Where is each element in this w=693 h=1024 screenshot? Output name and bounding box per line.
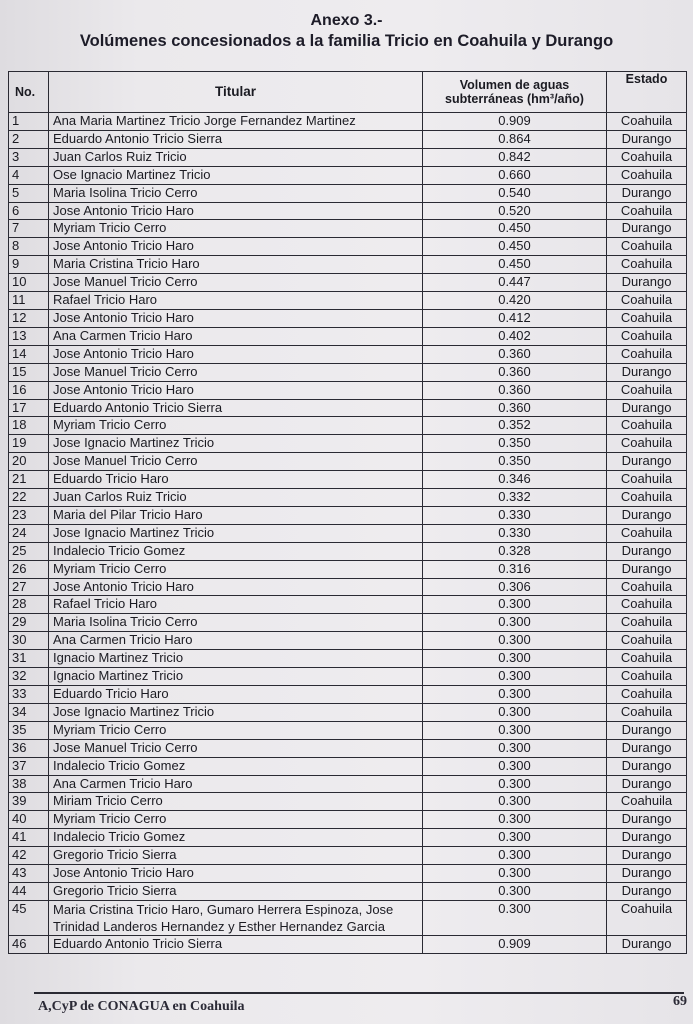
row-number: 44 xyxy=(9,882,49,900)
row-titular: Juan Carlos Ruiz Tricio xyxy=(49,148,423,166)
row-volumen: 0.520 xyxy=(423,202,607,220)
row-titular: Maria del Pilar Tricio Haro xyxy=(49,506,423,524)
row-titular: Maria Cristina Tricio Haro, Gumaro Herrera Espinoza, Jose Trinidad Landeros Hernandez y Esther Hernandez Garcia xyxy=(49,900,423,935)
row-estado: Durango xyxy=(607,274,687,292)
row-number: 36 xyxy=(9,739,49,757)
row-number: 39 xyxy=(9,793,49,811)
row-volumen: 0.300 xyxy=(423,739,607,757)
row-number: 22 xyxy=(9,489,49,507)
table-row xyxy=(9,614,687,632)
row-estado: Durango xyxy=(607,542,687,560)
row-estado: Coahuila xyxy=(607,292,687,310)
row-estado: Durango xyxy=(607,775,687,793)
row-estado: Coahuila xyxy=(607,238,687,256)
row-titular: Eduardo Antonio Tricio Sierra xyxy=(49,935,423,953)
row-estado: Coahuila xyxy=(607,668,687,686)
row-number: 5 xyxy=(9,184,49,202)
row-volumen: 0.300 xyxy=(423,703,607,721)
row-titular: Jose Antonio Tricio Haro xyxy=(49,578,423,596)
row-number: 32 xyxy=(9,668,49,686)
row-volumen: 0.864 xyxy=(423,130,607,148)
row-estado: Coahuila xyxy=(607,148,687,166)
row-estado: Durango xyxy=(607,757,687,775)
row-volumen: 0.300 xyxy=(423,721,607,739)
row-estado: Durango xyxy=(607,363,687,381)
row-titular: Ose Ignacio Martinez Tricio xyxy=(49,166,423,184)
table-header-row xyxy=(9,72,687,113)
row-number: 28 xyxy=(9,596,49,614)
row-number: 38 xyxy=(9,775,49,793)
row-number: 34 xyxy=(9,703,49,721)
row-volumen: 0.360 xyxy=(423,399,607,417)
row-number: 6 xyxy=(9,202,49,220)
table-row xyxy=(9,202,687,220)
table-row xyxy=(9,381,687,399)
row-estado: Durango xyxy=(607,506,687,524)
row-titular: Myriam Tricio Cerro xyxy=(49,721,423,739)
table-row xyxy=(9,166,687,184)
row-number: 45 xyxy=(9,900,49,935)
row-number: 37 xyxy=(9,757,49,775)
footer-text: A,CyP de CONAGUA en Coahuila xyxy=(38,999,245,1014)
row-number: 27 xyxy=(9,578,49,596)
table-row xyxy=(9,327,687,345)
row-volumen: 0.346 xyxy=(423,471,607,489)
row-estado: Coahuila xyxy=(607,417,687,435)
row-titular: Myriam Tricio Cerro xyxy=(49,417,423,435)
table-row xyxy=(9,345,687,363)
row-volumen: 0.306 xyxy=(423,578,607,596)
row-estado: Durango xyxy=(607,829,687,847)
table-row xyxy=(9,148,687,166)
row-number: 23 xyxy=(9,506,49,524)
row-number: 31 xyxy=(9,650,49,668)
table-row xyxy=(9,560,687,578)
table-row xyxy=(9,829,687,847)
row-titular: Ana Carmen Tricio Haro xyxy=(49,775,423,793)
row-estado: Coahuila xyxy=(607,686,687,704)
row-number: 10 xyxy=(9,274,49,292)
row-estado: Coahuila xyxy=(607,345,687,363)
row-volumen: 0.300 xyxy=(423,757,607,775)
row-volumen: 0.330 xyxy=(423,524,607,542)
row-titular: Indalecio Tricio Gomez xyxy=(49,542,423,560)
document-title: Volúmenes concesionados a la familia Tricio en Coahuila y Durango xyxy=(79,32,614,50)
row-volumen: 0.300 xyxy=(423,793,607,811)
row-number: 2 xyxy=(9,130,49,148)
row-estado: Coahuila xyxy=(607,309,687,327)
row-volumen: 0.450 xyxy=(423,256,607,274)
row-estado: Durango xyxy=(607,721,687,739)
table-row xyxy=(9,435,687,453)
row-volumen: 0.360 xyxy=(423,345,607,363)
table-row xyxy=(9,417,687,435)
header-estado: Estado xyxy=(607,72,687,113)
row-estado: Durango xyxy=(607,739,687,757)
row-estado: Durango xyxy=(607,220,687,238)
row-titular: Maria Isolina Tricio Cerro xyxy=(49,184,423,202)
row-number: 9 xyxy=(9,256,49,274)
table-row xyxy=(9,900,687,935)
row-number: 35 xyxy=(9,721,49,739)
row-titular: Eduardo Antonio Tricio Sierra xyxy=(49,399,423,417)
row-estado: Durango xyxy=(607,847,687,865)
row-number: 16 xyxy=(9,381,49,399)
row-volumen: 0.350 xyxy=(423,453,607,471)
table-row xyxy=(9,524,687,542)
row-estado: Coahuila xyxy=(607,489,687,507)
row-titular: Jose Manuel Tricio Cerro xyxy=(49,363,423,381)
row-titular: Maria Cristina Tricio Haro xyxy=(49,256,423,274)
row-titular: Jose Antonio Tricio Haro xyxy=(49,865,423,883)
row-estado: Coahuila xyxy=(607,166,687,184)
row-volumen: 0.360 xyxy=(423,363,607,381)
row-number: 15 xyxy=(9,363,49,381)
row-estado: Coahuila xyxy=(607,524,687,542)
row-estado: Coahuila xyxy=(607,793,687,811)
row-estado: Coahuila xyxy=(607,703,687,721)
annex-title: Anexo 3.- xyxy=(310,12,383,29)
row-titular: Juan Carlos Ruiz Tricio xyxy=(49,489,423,507)
row-titular: Jose Antonio Tricio Haro xyxy=(49,309,423,327)
row-volumen: 0.300 xyxy=(423,596,607,614)
table-row xyxy=(9,489,687,507)
row-volumen: 0.300 xyxy=(423,632,607,650)
row-number: 3 xyxy=(9,148,49,166)
row-estado: Coahuila xyxy=(607,614,687,632)
row-number: 26 xyxy=(9,560,49,578)
row-volumen: 0.402 xyxy=(423,327,607,345)
row-volumen: 0.350 xyxy=(423,435,607,453)
row-titular: Jose Manuel Tricio Cerro xyxy=(49,453,423,471)
row-titular: Rafael Tricio Haro xyxy=(49,596,423,614)
row-number: 43 xyxy=(9,865,49,883)
row-titular: Ana Carmen Tricio Haro xyxy=(49,327,423,345)
row-volumen: 0.360 xyxy=(423,381,607,399)
row-number: 1 xyxy=(9,113,49,131)
table-row xyxy=(9,865,687,883)
row-estado: Durango xyxy=(607,453,687,471)
row-estado: Coahuila xyxy=(607,202,687,220)
row-volumen: 0.450 xyxy=(423,220,607,238)
table-row xyxy=(9,238,687,256)
row-titular: Ignacio Martinez Tricio xyxy=(49,650,423,668)
row-volumen: 0.450 xyxy=(423,238,607,256)
row-titular: Jose Ignacio Martinez Tricio xyxy=(49,703,423,721)
header-titular: Titular xyxy=(49,72,423,113)
row-estado: Coahuila xyxy=(607,327,687,345)
row-volumen: 0.300 xyxy=(423,614,607,632)
table-row xyxy=(9,256,687,274)
row-titular: Gregorio Tricio Sierra xyxy=(49,847,423,865)
concessions-table xyxy=(8,71,687,954)
header-no: No. xyxy=(9,72,49,113)
table-row xyxy=(9,399,687,417)
row-titular: Ignacio Martinez Tricio xyxy=(49,668,423,686)
row-volumen: 0.300 xyxy=(423,865,607,883)
row-number: 8 xyxy=(9,238,49,256)
row-estado: Durango xyxy=(607,882,687,900)
table-row xyxy=(9,596,687,614)
row-estado: Coahuila xyxy=(607,596,687,614)
table-row xyxy=(9,363,687,381)
row-volumen: 0.909 xyxy=(423,113,607,131)
table-row xyxy=(9,292,687,310)
table-row xyxy=(9,739,687,757)
row-volumen: 0.300 xyxy=(423,882,607,900)
row-volumen: 0.328 xyxy=(423,542,607,560)
row-number: 14 xyxy=(9,345,49,363)
row-volumen: 0.447 xyxy=(423,274,607,292)
row-estado: Coahuila xyxy=(607,632,687,650)
row-titular: Eduardo Tricio Haro xyxy=(49,471,423,489)
table-row xyxy=(9,309,687,327)
table-row xyxy=(9,274,687,292)
row-estado: Coahuila xyxy=(607,650,687,668)
table-row xyxy=(9,686,687,704)
row-titular: Myriam Tricio Cerro xyxy=(49,220,423,238)
header-volumen: Volumen de aguas subterráneas (hm³/año) xyxy=(423,72,607,113)
table-row xyxy=(9,757,687,775)
row-titular: Ana Maria Martinez Tricio Jorge Fernandez Martinez xyxy=(49,113,423,131)
row-titular: Indalecio Tricio Gomez xyxy=(49,829,423,847)
row-volumen: 0.300 xyxy=(423,650,607,668)
row-titular: Maria Isolina Tricio Cerro xyxy=(49,614,423,632)
row-estado: Coahuila xyxy=(607,381,687,399)
table-body xyxy=(9,113,687,954)
row-volumen: 0.352 xyxy=(423,417,607,435)
table-row xyxy=(9,775,687,793)
row-estado: Durango xyxy=(607,130,687,148)
row-volumen: 0.540 xyxy=(423,184,607,202)
row-volumen: 0.300 xyxy=(423,847,607,865)
row-volumen: 0.332 xyxy=(423,489,607,507)
row-number: 24 xyxy=(9,524,49,542)
table-row xyxy=(9,703,687,721)
table-row xyxy=(9,220,687,238)
row-volumen: 0.300 xyxy=(423,686,607,704)
row-volumen: 0.909 xyxy=(423,935,607,953)
row-titular: Jose Antonio Tricio Haro xyxy=(49,238,423,256)
row-number: 12 xyxy=(9,309,49,327)
row-titular: Jose Manuel Tricio Cerro xyxy=(49,739,423,757)
row-titular: Myriam Tricio Cerro xyxy=(49,811,423,829)
row-number: 41 xyxy=(9,829,49,847)
row-estado: Durango xyxy=(607,184,687,202)
table-row xyxy=(9,471,687,489)
row-titular: Jose Antonio Tricio Haro xyxy=(49,381,423,399)
table-row xyxy=(9,882,687,900)
row-number: 11 xyxy=(9,292,49,310)
row-titular: Myriam Tricio Cerro xyxy=(49,560,423,578)
row-number: 40 xyxy=(9,811,49,829)
row-titular: Jose Antonio Tricio Haro xyxy=(49,345,423,363)
row-estado: Coahuila xyxy=(607,256,687,274)
row-volumen: 0.300 xyxy=(423,900,607,935)
table-row xyxy=(9,113,687,131)
row-volumen: 0.300 xyxy=(423,811,607,829)
row-titular: Ana Carmen Tricio Haro xyxy=(49,632,423,650)
row-volumen: 0.316 xyxy=(423,560,607,578)
row-number: 7 xyxy=(9,220,49,238)
page-number: 69 xyxy=(673,994,687,1009)
row-titular: Indalecio Tricio Gomez xyxy=(49,757,423,775)
table-row xyxy=(9,935,687,953)
row-volumen: 0.330 xyxy=(423,506,607,524)
row-titular: Eduardo Tricio Haro xyxy=(49,686,423,704)
row-titular: Jose Antonio Tricio Haro xyxy=(49,202,423,220)
row-number: 46 xyxy=(9,935,49,953)
row-estado: Coahuila xyxy=(607,435,687,453)
row-estado: Coahuila xyxy=(607,900,687,935)
row-volumen: 0.300 xyxy=(423,829,607,847)
row-estado: Durango xyxy=(607,935,687,953)
row-volumen: 0.842 xyxy=(423,148,607,166)
row-volumen: 0.660 xyxy=(423,166,607,184)
table-row xyxy=(9,542,687,560)
table-row xyxy=(9,453,687,471)
row-number: 17 xyxy=(9,399,49,417)
table-row xyxy=(9,811,687,829)
row-estado: Durango xyxy=(607,811,687,829)
row-estado: Durango xyxy=(607,399,687,417)
row-number: 29 xyxy=(9,614,49,632)
table-row xyxy=(9,847,687,865)
row-number: 18 xyxy=(9,417,49,435)
table-row xyxy=(9,184,687,202)
row-number: 20 xyxy=(9,453,49,471)
row-titular: Jose Ignacio Martinez Tricio xyxy=(49,524,423,542)
table-row xyxy=(9,793,687,811)
row-estado: Coahuila xyxy=(607,471,687,489)
row-number: 4 xyxy=(9,166,49,184)
row-estado: Durango xyxy=(607,865,687,883)
footer-divider xyxy=(34,992,684,994)
row-volumen: 0.420 xyxy=(423,292,607,310)
row-estado: Coahuila xyxy=(607,578,687,596)
row-titular: Gregorio Tricio Sierra xyxy=(49,882,423,900)
row-volumen: 0.412 xyxy=(423,309,607,327)
row-number: 13 xyxy=(9,327,49,345)
row-titular: Eduardo Antonio Tricio Sierra xyxy=(49,130,423,148)
table-row xyxy=(9,650,687,668)
table-row xyxy=(9,130,687,148)
row-volumen: 0.300 xyxy=(423,775,607,793)
table-row xyxy=(9,632,687,650)
row-number: 33 xyxy=(9,686,49,704)
table-row xyxy=(9,578,687,596)
table-row xyxy=(9,721,687,739)
row-titular: Rafael Tricio Haro xyxy=(49,292,423,310)
row-number: 25 xyxy=(9,542,49,560)
row-number: 19 xyxy=(9,435,49,453)
row-number: 42 xyxy=(9,847,49,865)
row-titular: Jose Manuel Tricio Cerro xyxy=(49,274,423,292)
row-estado: Durango xyxy=(607,560,687,578)
row-titular: Jose Ignacio Martinez Tricio xyxy=(49,435,423,453)
table-row xyxy=(9,668,687,686)
table-row xyxy=(9,506,687,524)
row-number: 21 xyxy=(9,471,49,489)
row-estado: Coahuila xyxy=(607,113,687,131)
row-volumen: 0.300 xyxy=(423,668,607,686)
row-titular: Miriam Tricio Cerro xyxy=(49,793,423,811)
row-number: 30 xyxy=(9,632,49,650)
